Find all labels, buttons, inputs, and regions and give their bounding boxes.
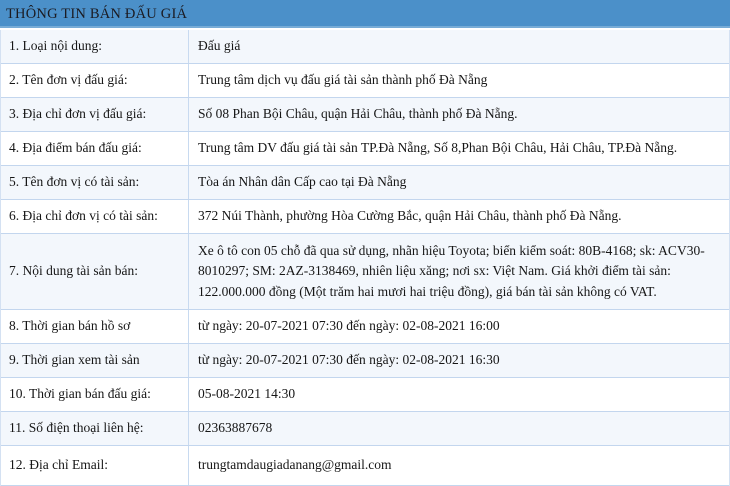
row-label: 12. Địa chỉ Email: [9, 457, 108, 473]
row-value: Đấu giá [188, 30, 729, 63]
table-row [1, 132, 729, 166]
row-value: 02363887678 [188, 412, 729, 445]
row-label: 10. Thời gian bán đấu giá: [9, 386, 151, 402]
table-row [1, 234, 729, 310]
table-row [1, 98, 729, 132]
row-value: Trung tâm dịch vụ đấu giá tài sản thành phố Đà Nẵng [188, 64, 729, 97]
panel-title: THÔNG TIN BÁN ĐẤU GIÁ [6, 5, 188, 22]
row-label: 9. Thời gian xem tài sản [9, 352, 140, 368]
row-value: trungtamdaugiadanang@gmail.com [188, 446, 729, 485]
row-value: Trung tâm DV đấu giá tài sản TP.Đà Nẵng, Số 8,Phan Bội Châu, Hải Châu, TP.Đà Nẵng. [188, 132, 729, 165]
row-label: 6. Địa chỉ đơn vị có tài sản: [9, 208, 158, 224]
row-value: từ ngày: 20-07-2021 07:30 đến ngày: 02-08-2021 16:00 [188, 310, 729, 343]
row-label: 8. Thời gian bán hồ sơ [9, 318, 131, 334]
row-label: 7. Nội dung tài sản bán: [9, 263, 138, 279]
table-row [1, 310, 729, 344]
row-value: Xe ô tô con 05 chỗ đã qua sử dụng, nhãn hiệu Toyota; biển kiểm soát: 80B-4168; sk: ACV30-8010297; SM: 2AZ-3138469, nhiên liệu xăng; nơi sx: Việt Nam. Giá khởi điểm tài sản: 122.000.000 đồng (Một trăm hai mươi hai triệu đồng), giá bán tài sản không có VAT. [188, 234, 729, 309]
panel-header [0, 0, 730, 30]
table-row [1, 344, 729, 378]
row-label: 4. Địa điểm bán đấu giá: [9, 140, 142, 156]
row-label: 5. Tên đơn vị có tài sản: [9, 174, 140, 190]
table-row [1, 446, 729, 486]
row-value: Tòa án Nhân dân Cấp cao tại Đà Nẵng [188, 166, 729, 199]
table-row [1, 30, 729, 64]
row-value: từ ngày: 20-07-2021 07:30 đến ngày: 02-08-2021 16:30 [188, 344, 729, 377]
table-row [1, 378, 729, 412]
table-row [1, 64, 729, 98]
row-value: Số 08 Phan Bội Châu, quận Hải Châu, thành phố Đà Nẵng. [188, 98, 729, 131]
auction-info-table [0, 30, 730, 486]
row-label: 2. Tên đơn vị đấu giá: [9, 72, 128, 88]
row-label: 3. Địa chỉ đơn vị đấu giá: [9, 106, 147, 122]
row-value: 05-08-2021 14:30 [188, 378, 729, 411]
table-row [1, 412, 729, 446]
table-row [1, 200, 729, 234]
table-row [1, 166, 729, 200]
row-label: 11. Số điện thoại liên hệ: [9, 420, 144, 436]
row-value: 372 Núi Thành, phường Hòa Cường Bắc, quận Hải Châu, thành phố Đà Nẵng. [188, 200, 729, 233]
row-label: 1. Loại nội dung: [9, 38, 102, 54]
